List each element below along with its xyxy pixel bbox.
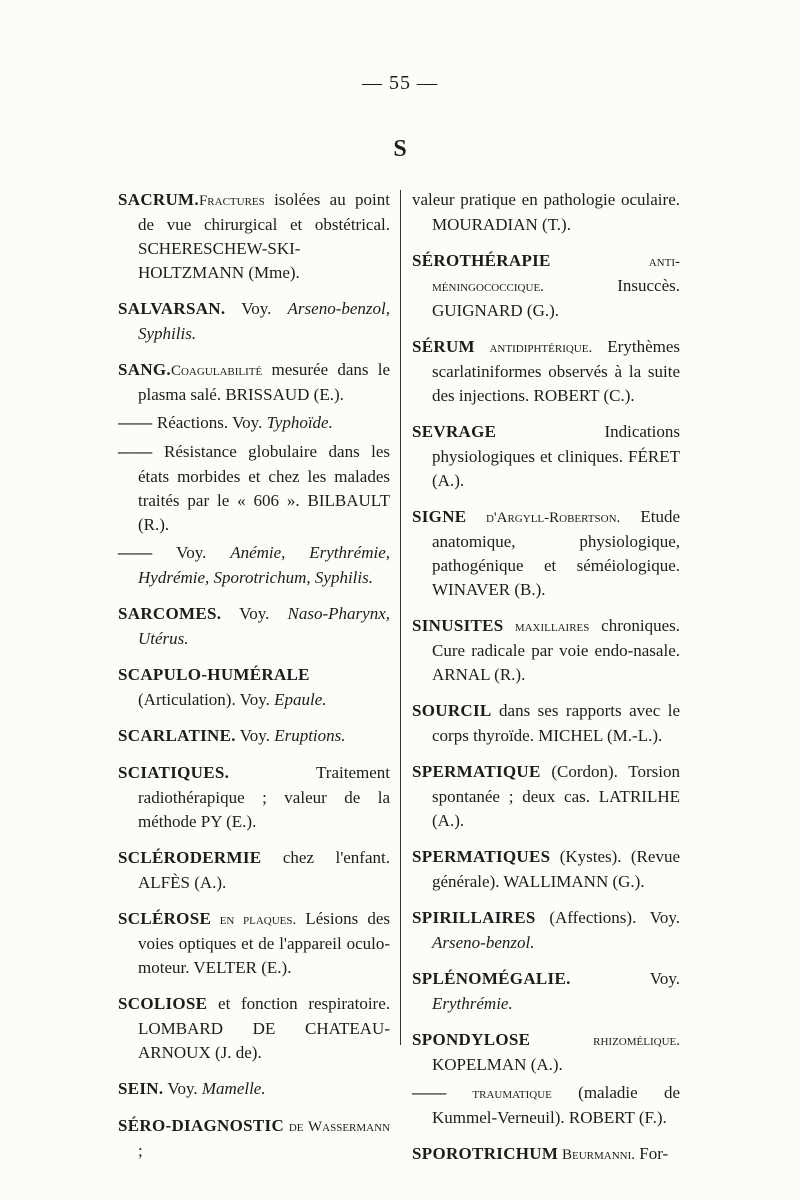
entry-text: Insuccès. GUIGNARD (G.). (432, 276, 680, 320)
entry-smallcaps: en plaques. (211, 912, 297, 928)
entry-text: mesurée dans le plasma salé. BRISSAUD (E.). (138, 360, 390, 404)
entry-headword: SIGNE (412, 507, 467, 526)
entry-headword: SÉRO-DIAGNOSTIC (118, 1116, 285, 1135)
index-entry (118, 188, 390, 285)
index-entry (412, 760, 680, 833)
entry-headword: —— (412, 1083, 447, 1102)
entry-text: Résistance globulaire dans les états morbides et chez les malades traités par le « 606 ». BILBAULT (R.). (138, 442, 390, 534)
entry-headword: —— (118, 413, 153, 432)
entry-text: chez l'enfant. ALFÈS (A.). (138, 848, 390, 892)
entry-text: Voy. (570, 969, 680, 988)
entry-reference: Arseno-benzol, Syphilis. (138, 299, 390, 343)
index-entry (412, 249, 680, 323)
entry-text: Voy. (221, 604, 288, 623)
entry-headword: SCLÉROSE (118, 909, 212, 928)
entry-headword: SÉROTHÉRAPIE (412, 251, 551, 270)
entry-headword: SÉRUM (412, 337, 475, 356)
index-entry (118, 724, 390, 749)
entry-reference: Mamelle. (201, 1079, 266, 1098)
index-entry (412, 1081, 680, 1130)
entry-smallcaps: antidiphtérique. (474, 340, 593, 356)
entry-text: isolées au point de vue chirurgical et obstétrical. SCHERESCHEW-SKI-HOLTZMANN (Mme). (138, 190, 390, 282)
entry-smallcaps: de Wassermann (284, 1119, 390, 1135)
entry-smallcaps: maxillaires (503, 619, 590, 635)
index-entry (118, 1077, 390, 1102)
page-number: — 55 — (362, 72, 438, 94)
index-entry (118, 541, 390, 590)
index-entry (118, 663, 390, 712)
entry-smallcaps: traumatique (446, 1086, 552, 1102)
entry-text: (Cordon). Torsion spontanée ; deux cas. LATRILHE (A.). (432, 762, 680, 830)
entry-headword: SEVRAGE (412, 422, 497, 441)
entry-headword: SEIN. (118, 1079, 164, 1098)
entry-smallcaps: rhizomélique. (530, 1033, 680, 1049)
entry-reference: Epaule. (274, 690, 327, 709)
entry-headword: SARCOMES. (118, 604, 222, 623)
index-entry (118, 440, 390, 537)
entry-text: Indications physiologiques et cliniques. FÉRET (A.). (432, 422, 680, 490)
entry-text: Lésions des voies optiques et de l'appareil oculo-moteur. VELTER (E.). (138, 909, 391, 977)
entry-text: (maladie de Kummel-Verneuil). ROBERT (F.). (432, 1083, 680, 1127)
entry-headword: SINUSITES (412, 616, 504, 635)
index-entry (412, 699, 680, 748)
index-entry (118, 992, 390, 1065)
entry-text: Etude anatomique, physiologique, pathogénique et séméiologique. WINAVER (B.). (432, 507, 680, 599)
entry-smallcaps: d'Argyll-Robertson. (466, 510, 621, 526)
entry-headword: —— (118, 543, 153, 562)
index-entry (412, 967, 680, 1016)
index-entry (118, 1114, 390, 1163)
entry-headword: SACRUM. (118, 190, 199, 209)
entry-reference: Anémie, Erythrémie, Hydrémie, Sporotrichum, Syphilis. (138, 543, 390, 587)
entry-reference: Erythrémie. (432, 994, 513, 1013)
entry-text: (Affections). Voy. (535, 908, 680, 927)
entry-text: valeur pratique en pathologie oculaire. MOURADIAN (T.). (412, 190, 680, 234)
entry-text: For- (635, 1144, 669, 1163)
entry-text: chroniques. Cure radicale par voie endo-nasale. ARNAL (R.). (432, 616, 680, 684)
entry-text: Voy. (235, 726, 275, 745)
entry-text: Voy. (225, 299, 288, 318)
entry-smallcaps: Fractures (198, 193, 265, 209)
entry-headword: SANG. (118, 360, 171, 379)
index-entry (412, 188, 680, 237)
entry-headword: SCIATIQUES. (118, 763, 230, 782)
entry-text: Traitement radiothérapique ; valeur de la méthode PY (E.). (138, 763, 390, 831)
entry-reference: Arseno-benzol. (432, 933, 535, 952)
left-column (118, 188, 390, 1175)
entry-headword: SPERMATIQUE (412, 762, 541, 781)
entry-smallcaps: Coagulabilité (170, 363, 263, 379)
entry-text: Voy. (152, 543, 231, 562)
entry-text: (Articulation). Voy. (138, 690, 275, 709)
index-entry (412, 420, 680, 493)
entry-text: (Kystes). (Revue générale). WALLIMANN (G.). (432, 847, 680, 891)
entry-text: Voy. (163, 1079, 202, 1098)
index-entry (118, 411, 390, 436)
entry-reference: Eruptions. (274, 726, 346, 745)
entry-smallcaps: anti-méningococcique. (432, 254, 680, 295)
column-divider (400, 190, 401, 1045)
entry-headword: —— (118, 442, 153, 461)
index-entry (118, 846, 390, 895)
entry-text: et fonction respiratoire. LOMBARD DE CHATEAU-ARNOUX (J. de). (138, 994, 390, 1062)
entry-text: Réactions. Voy. (152, 413, 267, 432)
entry-reference: Typhoïde. (266, 413, 333, 432)
index-entry (412, 614, 680, 687)
entry-headword: SALVARSAN. (118, 299, 226, 318)
entry-text: KOPELMAN (A.). (432, 1055, 563, 1074)
entry-headword: SOURCIL (412, 701, 492, 720)
entry-headword: SPONDYLOSE (412, 1030, 531, 1049)
index-entry (118, 358, 390, 407)
index-entry (118, 907, 390, 980)
index-entry (412, 505, 680, 602)
entry-headword: SCOLIOSE (118, 994, 208, 1013)
index-entry (118, 761, 390, 834)
index-entry (118, 297, 390, 346)
index-entry (412, 335, 680, 408)
entry-headword: SCARLATINE. (118, 726, 236, 745)
entry-headword: SCLÉRODERMIE (118, 848, 262, 867)
right-column (412, 188, 680, 1179)
index-entry (412, 845, 680, 894)
entry-headword: SPIRILLAIRES (412, 908, 536, 927)
entry-text: ; (138, 1141, 143, 1160)
entry-headword: SPOROTRICHUM (412, 1144, 559, 1163)
entry-headword: SCAPULO-HUMÉRALE (118, 665, 310, 684)
index-entry (412, 906, 680, 955)
section-letter: S (393, 136, 407, 162)
entry-smallcaps: Beurmanni. (558, 1147, 635, 1163)
entry-reference: Naso-Pharynx, Utérus. (138, 604, 390, 648)
index-entry (412, 1142, 680, 1167)
entry-headword: SPERMATIQUES (412, 847, 551, 866)
entry-text: dans ses rapports avec le corps thyroïde. MICHEL (M.-L.). (432, 701, 680, 745)
entry-headword: SPLÉNOMÉGALIE. (412, 969, 571, 988)
index-entry (412, 1028, 680, 1077)
index-entry (118, 602, 390, 651)
entry-text: Erythèmes scarlatiniformes observés à la suite des injections. ROBERT (C.). (432, 337, 680, 405)
